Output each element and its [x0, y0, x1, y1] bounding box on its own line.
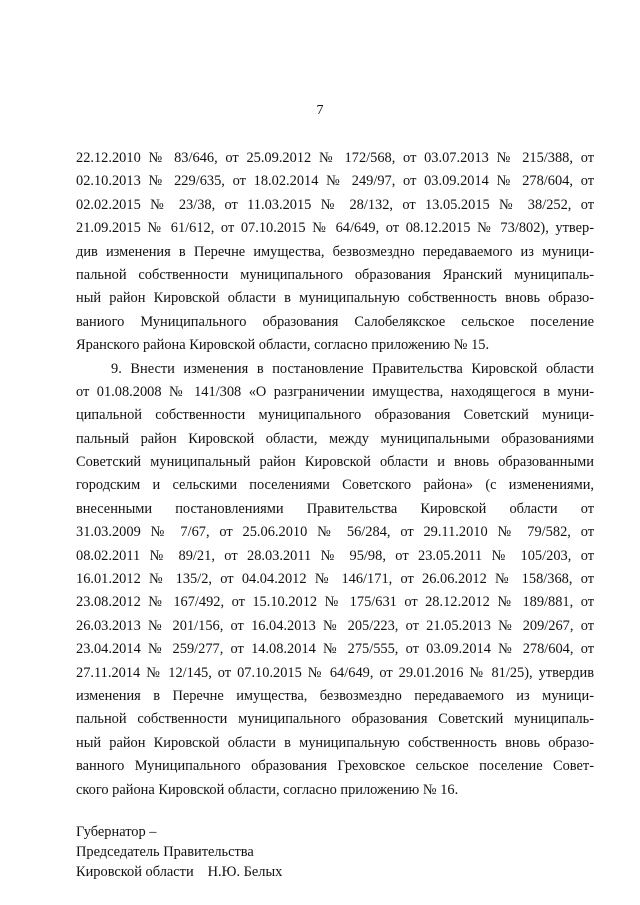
text-line: 08.02.2011 № 89/21, от 28.03.2011 № 95/98, от 23.05.2011 № 105/203, от [76, 547, 594, 564]
text-line: 9. Внести изменения в постановление Правительства Кировской области [111, 360, 594, 377]
signature-title-region: Кировской области [76, 864, 194, 880]
continuation-paragraph [76, 147, 594, 358]
text-line: 26.03.2013 № 201/156, от 16.04.2013 № 205/223, от 21.05.2013 № 209/267, от [76, 617, 594, 634]
text-line: ный район Кировской области в муниципальную собственность вновь образо- [76, 734, 594, 751]
text-line: пальной собственности муниципального образования Советский муниципаль- [76, 711, 594, 728]
text-line: пальный район Кировской области, между муниципальными образованиями [76, 430, 594, 447]
page-number: 7 [316, 103, 324, 118]
text-line: ципальной собственности муниципального образования Советский муници- [76, 407, 594, 424]
text-line: 02.02.2015 № 23/38, от 11.03.2015 № 28/132, от 13.05.2015 № 38/252, от [76, 196, 594, 213]
text-line: 31.03.2009 № 7/67, от 25.06.2010 № 56/284, от 29.11.2010 № 79/582, от [76, 524, 594, 541]
text-line: 02.10.2013 № 229/635, от 18.02.2014 № 249/97, от 03.09.2014 № 278/604, от [76, 173, 594, 190]
text-line: 16.01.2012 № 135/2, от 04.04.2012 № 146/171, от 26.06.2012 № 158/368, от [76, 571, 594, 588]
text-line: див изменения в Перечне имущества, безвозмездно передаваемого из муници- [76, 243, 594, 260]
text-line: 27.11.2014 № 12/145, от 07.10.2015 № 64/649, от 29.01.2016 № 81/25), утвердив [76, 664, 594, 681]
signature-block [76, 822, 476, 882]
signature-title-line-2: Председатель Правительства [76, 844, 254, 860]
text-line: внесенными постановлениями Правительства Кировской области от [76, 500, 594, 517]
signature-title-line-3 [76, 862, 476, 882]
text-line: пальной собственности муниципального образования Яранский муниципаль- [76, 266, 594, 283]
text-line: ского района Кировской области, согласно приложению № 16. [76, 781, 459, 798]
text-line: 23.04.2014 № 259/277, от 14.08.2014 № 275/555, от 03.09.2014 № 278/604, от [76, 641, 594, 658]
text-line: от 01.08.2008 № 141/308 «О разграничении имущества, находящегося в муни- [76, 383, 594, 400]
text-line: ванного Муниципального образования Греховское сельское поселение Совет- [76, 758, 594, 775]
paragraph-9 [76, 358, 594, 802]
text-line: 21.09.2015 № 61/612, от 07.10.2015 № 64/649, от 08.12.2015 № 73/802), утвер- [76, 220, 594, 237]
text-line: 22.12.2010 № 83/646, от 25.09.2012 № 172/568, от 03.07.2013 № 215/388, от [76, 150, 594, 166]
text-line: изменения в Перечне имущества, безвозмездно передаваемого из муници- [76, 687, 594, 704]
signatory-name: Н.Ю. Белых [207, 864, 283, 880]
text-line: Яранского района Кировской области, согласно приложению № 15. [76, 337, 490, 354]
text-line: Советский муниципальный район Кировской области и вновь образованными [76, 454, 594, 471]
document-body [76, 147, 594, 802]
text-line: 23.08.2012 № 167/492, от 15.10.2012 № 175/631 от 28.12.2012 № 189/881, от [76, 594, 594, 611]
signature-title-line-1: Губернатор – [76, 824, 157, 840]
text-line: ваниого Муниципального образования Салобелякское сельское поселение [76, 313, 594, 330]
text-line: городским и сельскими поселениями Советского района» (с изменениями, [76, 477, 594, 494]
text-line: ный район Кировской области в муниципальную собственность вновь образо- [76, 290, 594, 307]
